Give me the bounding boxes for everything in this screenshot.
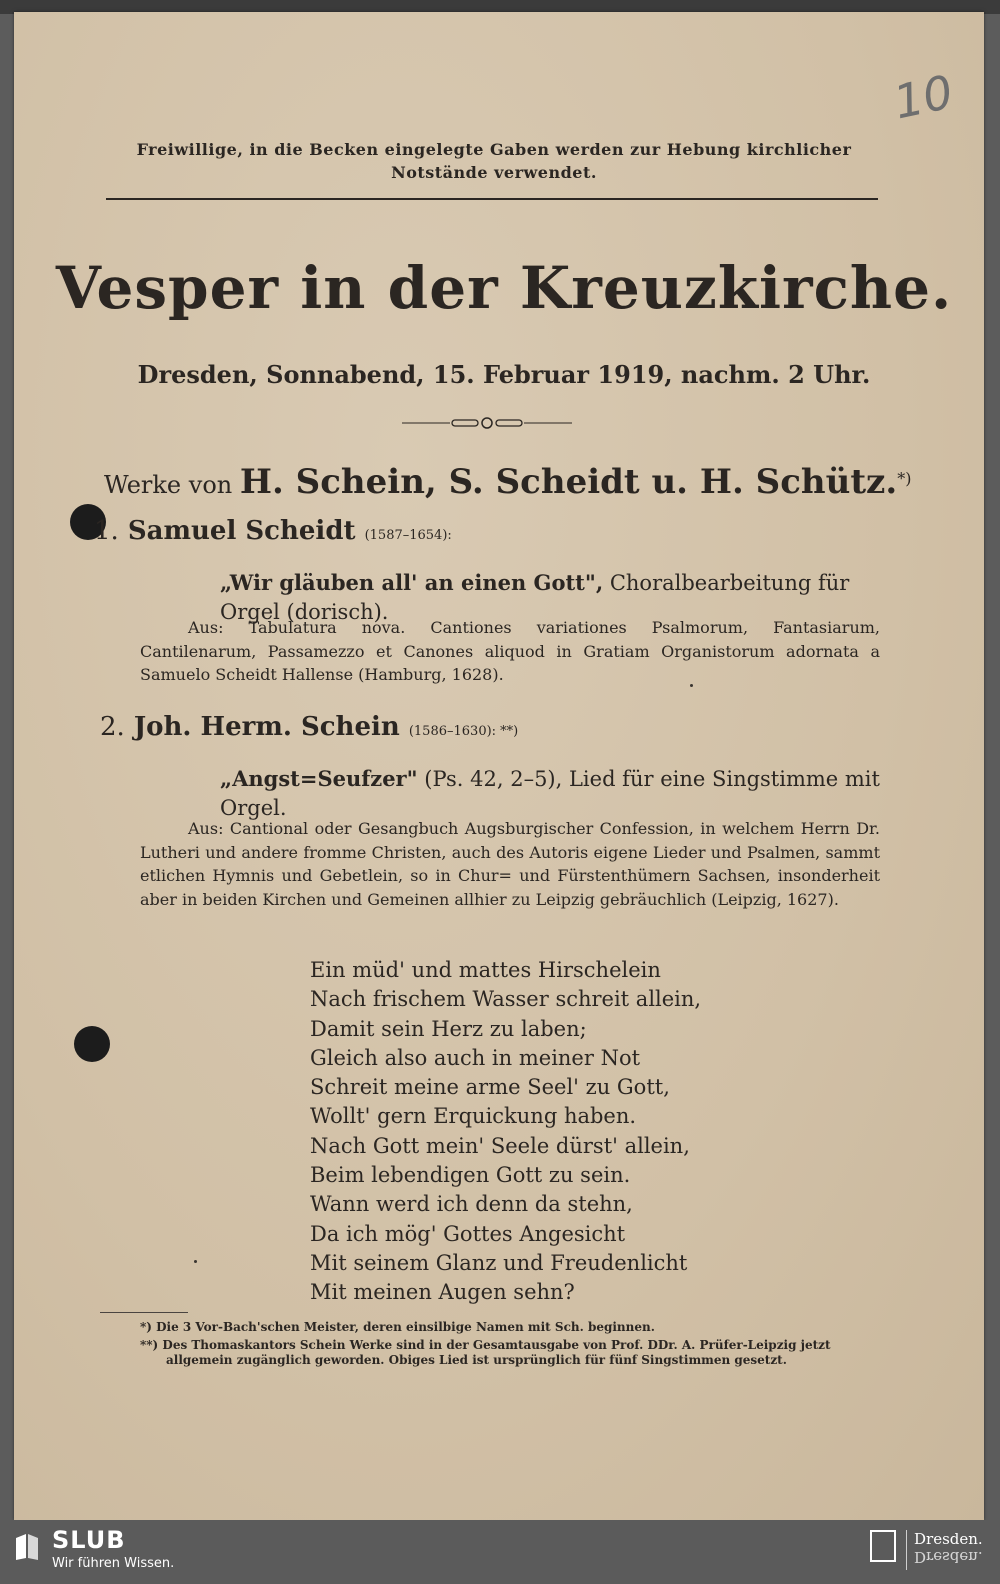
- dresden-logo-text: Dresden.: [914, 1530, 983, 1548]
- item-2-composer: Joh. Herm. Schein: [133, 712, 400, 742]
- works-footnote-mark: *): [897, 469, 912, 488]
- dresden-crest-icon: [870, 1530, 896, 1562]
- poem-line: Wollt' gern Erquickung haben.: [310, 1104, 637, 1129]
- footnote-1: *) Die 3 Vor-Bach'schen Meister, deren einsilbige Namen mit Sch. beginnen.: [140, 1320, 655, 1334]
- item-2-dates: (1586–1630): **): [408, 724, 519, 739]
- item-1-piece-title: „Wir gläuben all' an einen Gott",: [220, 570, 604, 595]
- document-page: [14, 12, 984, 1520]
- handwritten-page-number: 10: [889, 64, 958, 130]
- works-heading: [104, 462, 964, 502]
- poem-line: Nach frischem Wasser schreit allein,: [310, 987, 702, 1012]
- header-rule: [106, 198, 878, 200]
- poem-line: Nach Gott mein' Seele dürst' allein,: [310, 1133, 690, 1158]
- donation-notice: Freiwillige, in die Becken eingelegte Gaben werden zur Hebung kirchlicher Notstände verwendet.: [136, 140, 852, 182]
- event-date: Dresden, Sonnabend, 15. Februar 1919, nachm. 2 Uhr.: [137, 360, 871, 389]
- ornament-divider: [402, 416, 572, 430]
- poem-line: Beim lebendigen Gott zu sein.: [310, 1163, 631, 1188]
- poem-line: Damit sein Herz zu laben;: [310, 1016, 587, 1041]
- item-1-number: 1.: [94, 516, 119, 546]
- poem-line: Ein müd' und mattes Hirschelein: [310, 958, 661, 982]
- works-prefix: Werke von: [104, 471, 233, 499]
- item-1-heading: [94, 516, 452, 546]
- poem-line: Gleich also auch in meiner Not: [310, 1045, 641, 1070]
- viewer-footer: [0, 1520, 1000, 1584]
- item-1-source-label: Aus:: [188, 618, 224, 637]
- poem: [310, 956, 830, 1308]
- item-1-source-text: Tabulatura nova. Cantiones variationes Psalmorum, Fantasiarum, Cantilenarum, Passamezzo et Canones aliquod in Gratiam Organistorum adornata a Samuelo Scheidt Hallense (Hamburg, 1628).: [140, 618, 881, 684]
- poem-line: Wann werd ich denn da stehn,: [310, 1192, 633, 1217]
- paper-speck: [690, 684, 693, 687]
- item-2-piece: [220, 764, 880, 823]
- slub-book-icon: [14, 1532, 40, 1562]
- slub-claim: Wir führen Wissen.: [52, 1556, 175, 1571]
- slub-brand: SLUB: [52, 1526, 126, 1554]
- item-2-source-label: Aus:: [188, 819, 224, 838]
- poem-line: Mit seinem Glanz und Freudenlicht: [310, 1250, 688, 1275]
- poem-line: Mit meinen Augen sehn?: [310, 1280, 575, 1305]
- item-2-heading: [100, 712, 518, 742]
- item-2-piece-title: „Angst=Seufzer": [220, 766, 418, 791]
- item-2-source-text: Cantional oder Gesangbuch Augsburgischer Confession, in welchem Herrn Dr. Lutheri und andere fromme Christen, auch des Autoris eigene Lieder und Psalmen, sammt etlichen Hymnis und Gebetlein, so in Chur= und Fürstenthümern Sachsen, insonderheit aber in beiden Kirchen und Gemeinen allhier zu Leipzig gebräuchlich (Leipzig, 1627).: [140, 819, 880, 909]
- item-1-composer: Samuel Scheidt: [127, 516, 356, 546]
- item-2-number: 2.: [100, 712, 125, 742]
- page-title: Vesper in der Kreuzkirche.: [55, 254, 953, 322]
- paper-speck: [194, 1260, 197, 1263]
- item-2-source: [140, 817, 880, 911]
- dresden-logo-mirror: Dresden.: [914, 1548, 983, 1566]
- item-1-dates: (1587–1654):: [364, 528, 452, 543]
- footnote-2: **) Des Thomaskantors Schein Werke sind in der Gesamtausgabe von Prof. DDr. A. Prüfer-Leipzig jetzt allgemein zugänglich geworden. Obiges Lied ist ursprünglich für fünf Singstimmen gesetzt.: [140, 1338, 831, 1367]
- poem-line: Da ich mög' Gottes Angesicht: [310, 1221, 626, 1246]
- item-1-piece-desc: Choralbearbeitung für Orgel (dorisch).: [220, 571, 850, 624]
- footer-separator: [906, 1530, 907, 1570]
- footnotes: [140, 1320, 880, 1371]
- works-composers: H. Schein, S. Scheidt u. H. Schütz.: [239, 462, 898, 502]
- item-1-source: [140, 616, 880, 687]
- poem-line: Schreit meine arme Seel' zu Gott,: [310, 1075, 670, 1100]
- item-2-piece-desc: (Ps. 42, 2–5), Lied für eine Singstimme mit Orgel.: [220, 767, 880, 820]
- punch-hole-middle: [74, 1026, 110, 1062]
- footnote-rule: [100, 1312, 188, 1313]
